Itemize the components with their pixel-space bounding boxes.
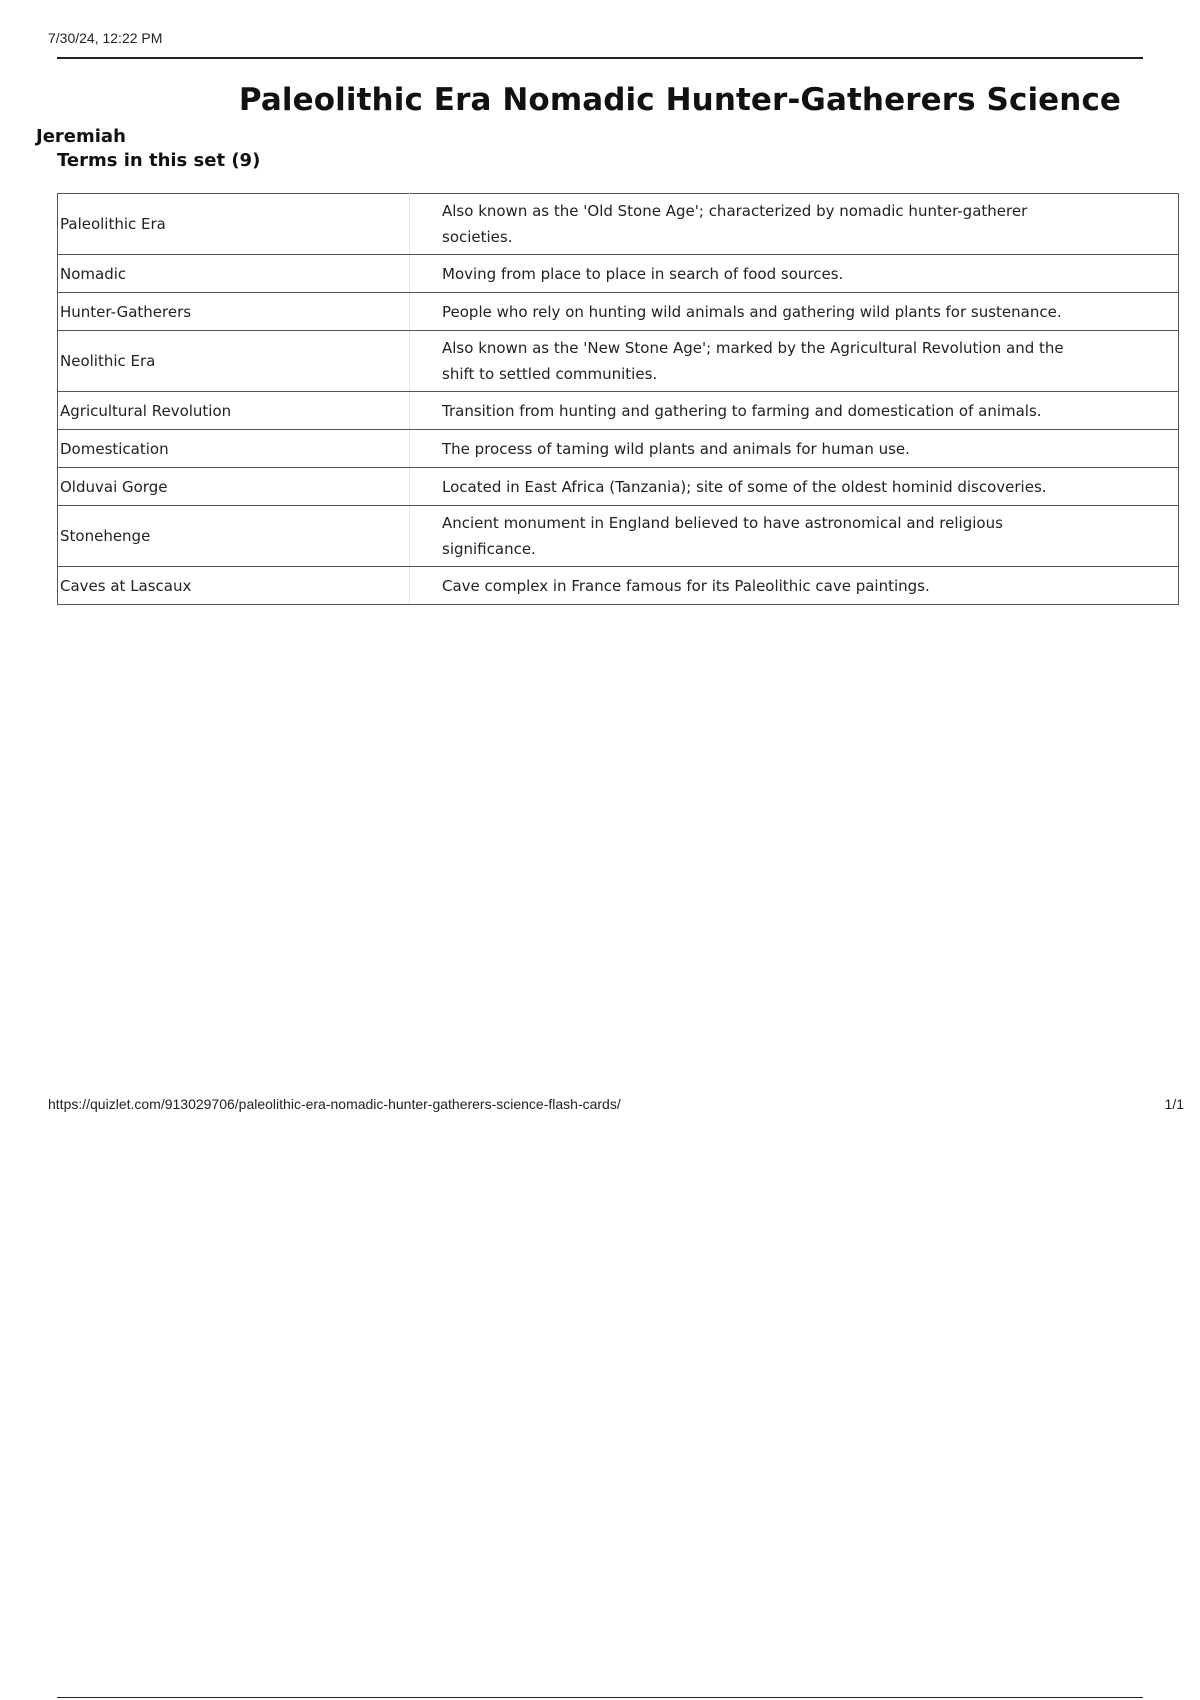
- definition-cell: Located in East Africa (Tanzania); site of some of the oldest hominid discoveries.: [410, 468, 1179, 506]
- definition-cell: The process of taming wild plants and animals for human use.: [410, 430, 1179, 468]
- table-row: [58, 194, 1179, 255]
- print-datetime: 7/30/24, 12:22 PM: [48, 30, 163, 46]
- definition-cell: Also known as the 'New Stone Age'; marked by the Agricultural Revolution and the shift to settled communities.: [410, 331, 1179, 392]
- definition-cell: People who rely on hunting wild animals and gathering wild plants for sustenance.: [410, 293, 1179, 331]
- table-row: [58, 293, 1179, 331]
- term-cell: Domestication: [58, 430, 410, 468]
- term-cell: Stonehenge: [58, 506, 410, 567]
- table-row: [58, 567, 1179, 605]
- author-name: Jeremiah: [36, 126, 126, 147]
- source-url: https://quizlet.com/913029706/paleolithic-era-nomadic-hunter-gatherers-science-flash-cards/: [48, 1096, 621, 1112]
- term-cell: Hunter-Gatherers: [58, 293, 410, 331]
- table-row: [58, 255, 1179, 293]
- page-title: Paleolithic Era Nomadic Hunter-Gatherers Science: [238, 82, 1122, 118]
- page-number: 1/1: [1164, 1096, 1184, 1112]
- definition-cell: Cave complex in France famous for its Paleolithic cave paintings.: [410, 567, 1179, 605]
- terms-table: [57, 193, 1179, 605]
- definition-cell: Ancient monument in England believed to have astronomical and religious significance.: [410, 506, 1179, 567]
- definition-cell: Moving from place to place in search of food sources.: [410, 255, 1179, 293]
- header-divider: [57, 57, 1143, 59]
- term-cell: Caves at Lascaux: [58, 567, 410, 605]
- terms-count-heading: Terms in this set (9): [57, 150, 261, 171]
- bottom-divider: [57, 1697, 1143, 1698]
- term-cell: Neolithic Era: [58, 331, 410, 392]
- table-row: [58, 331, 1179, 392]
- term-cell: Nomadic: [58, 255, 410, 293]
- term-cell: Olduvai Gorge: [58, 468, 410, 506]
- definition-cell: Also known as the 'Old Stone Age'; characterized by nomadic hunter-gatherer societies.: [410, 194, 1179, 255]
- table-row: [58, 392, 1179, 430]
- table-row: [58, 430, 1179, 468]
- table-row: [58, 468, 1179, 506]
- table-row: [58, 506, 1179, 567]
- definition-cell: Transition from hunting and gathering to farming and domestication of animals.: [410, 392, 1179, 430]
- term-cell: Paleolithic Era: [58, 194, 410, 255]
- term-cell: Agricultural Revolution: [58, 392, 410, 430]
